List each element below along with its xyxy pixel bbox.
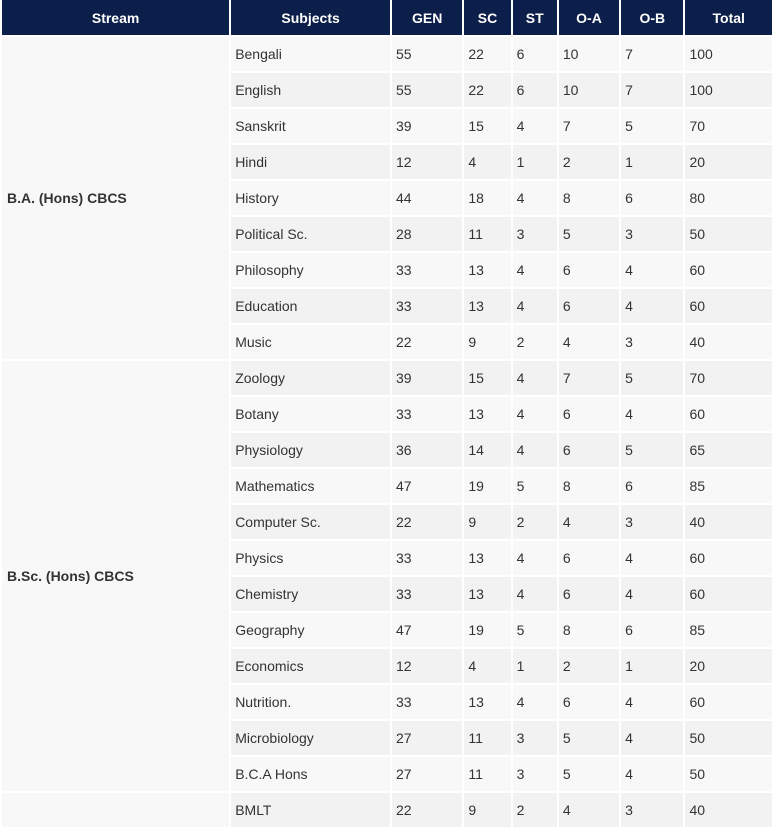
sc-cell: 11 bbox=[464, 721, 510, 755]
gen-cell: 12 bbox=[392, 145, 462, 179]
table-row bbox=[2, 793, 772, 827]
gen-cell: 33 bbox=[392, 253, 462, 287]
total-cell: 60 bbox=[685, 289, 772, 323]
total-cell: 50 bbox=[685, 721, 772, 755]
ob-cell: 4 bbox=[621, 685, 683, 719]
gen-cell: 22 bbox=[392, 793, 462, 827]
st-cell: 4 bbox=[513, 577, 557, 611]
sc-cell: 13 bbox=[464, 253, 510, 287]
sc-cell: 13 bbox=[464, 685, 510, 719]
subject-cell: Political Sc. bbox=[231, 217, 390, 251]
ob-cell: 4 bbox=[621, 757, 683, 791]
st-cell: 3 bbox=[513, 721, 557, 755]
gen-cell: 27 bbox=[392, 721, 462, 755]
header-ob: O-B bbox=[621, 0, 683, 35]
subject-cell: Nutrition. bbox=[231, 685, 390, 719]
oa-cell: 10 bbox=[559, 73, 619, 107]
gen-cell: 39 bbox=[392, 109, 462, 143]
oa-cell: 6 bbox=[559, 253, 619, 287]
gen-cell: 33 bbox=[392, 289, 462, 323]
total-cell: 85 bbox=[685, 613, 772, 647]
total-cell: 40 bbox=[685, 505, 772, 539]
ob-cell: 6 bbox=[621, 181, 683, 215]
sc-cell: 9 bbox=[464, 793, 510, 827]
subject-cell: Music bbox=[231, 325, 390, 359]
st-cell: 1 bbox=[513, 145, 557, 179]
gen-cell: 47 bbox=[392, 613, 462, 647]
st-cell: 6 bbox=[513, 73, 557, 107]
subject-cell: B.C.A Hons bbox=[231, 757, 390, 791]
sc-cell: 13 bbox=[464, 289, 510, 323]
total-cell: 65 bbox=[685, 433, 772, 467]
sc-cell: 9 bbox=[464, 325, 510, 359]
subject-cell: Zoology bbox=[231, 361, 390, 395]
total-cell: 40 bbox=[685, 793, 772, 827]
sc-cell: 22 bbox=[464, 73, 510, 107]
subject-cell: Mathematics bbox=[231, 469, 390, 503]
header-stream: Stream bbox=[2, 0, 229, 35]
oa-cell: 4 bbox=[559, 793, 619, 827]
ob-cell: 4 bbox=[621, 289, 683, 323]
total-cell: 60 bbox=[685, 577, 772, 611]
sc-cell: 13 bbox=[464, 577, 510, 611]
sc-cell: 13 bbox=[464, 397, 510, 431]
oa-cell: 6 bbox=[559, 541, 619, 575]
ob-cell: 3 bbox=[621, 325, 683, 359]
total-cell: 60 bbox=[685, 253, 772, 287]
header-row bbox=[2, 0, 772, 35]
ob-cell: 3 bbox=[621, 793, 683, 827]
ob-cell: 1 bbox=[621, 145, 683, 179]
sc-cell: 18 bbox=[464, 181, 510, 215]
sc-cell: 15 bbox=[464, 109, 510, 143]
ob-cell: 3 bbox=[621, 505, 683, 539]
total-cell: 40 bbox=[685, 325, 772, 359]
sc-cell: 4 bbox=[464, 649, 510, 683]
ob-cell: 6 bbox=[621, 469, 683, 503]
total-cell: 20 bbox=[685, 145, 772, 179]
gen-cell: 33 bbox=[392, 685, 462, 719]
oa-cell: 7 bbox=[559, 361, 619, 395]
total-cell: 80 bbox=[685, 181, 772, 215]
subject-cell: Philosophy bbox=[231, 253, 390, 287]
ob-cell: 7 bbox=[621, 37, 683, 71]
oa-cell: 10 bbox=[559, 37, 619, 71]
st-cell: 2 bbox=[513, 793, 557, 827]
table-row bbox=[2, 37, 772, 71]
ob-cell: 4 bbox=[621, 721, 683, 755]
st-cell: 5 bbox=[513, 613, 557, 647]
gen-cell: 28 bbox=[392, 217, 462, 251]
oa-cell: 5 bbox=[559, 721, 619, 755]
ob-cell: 5 bbox=[621, 109, 683, 143]
st-cell: 1 bbox=[513, 649, 557, 683]
sc-cell: 13 bbox=[464, 541, 510, 575]
ob-cell: 7 bbox=[621, 73, 683, 107]
st-cell: 4 bbox=[513, 109, 557, 143]
st-cell: 2 bbox=[513, 325, 557, 359]
total-cell: 100 bbox=[685, 73, 772, 107]
oa-cell: 6 bbox=[559, 289, 619, 323]
stream-cell: B.A. (Hons) CBCS bbox=[2, 37, 229, 359]
st-cell: 6 bbox=[513, 37, 557, 71]
st-cell: 3 bbox=[513, 217, 557, 251]
subject-cell: Bengali bbox=[231, 37, 390, 71]
header-st: ST bbox=[513, 0, 557, 35]
oa-cell: 6 bbox=[559, 685, 619, 719]
stream-cell: B.Sc. (Hons) CBCS bbox=[2, 361, 229, 791]
sc-cell: 15 bbox=[464, 361, 510, 395]
oa-cell: 8 bbox=[559, 613, 619, 647]
header-total: Total bbox=[685, 0, 772, 35]
subject-cell: Botany bbox=[231, 397, 390, 431]
ob-cell: 4 bbox=[621, 253, 683, 287]
ob-cell: 3 bbox=[621, 217, 683, 251]
subject-cell: Hindi bbox=[231, 145, 390, 179]
gen-cell: 12 bbox=[392, 649, 462, 683]
total-cell: 60 bbox=[685, 397, 772, 431]
ob-cell: 4 bbox=[621, 541, 683, 575]
oa-cell: 8 bbox=[559, 469, 619, 503]
gen-cell: 22 bbox=[392, 325, 462, 359]
gen-cell: 55 bbox=[392, 37, 462, 71]
ob-cell: 4 bbox=[621, 577, 683, 611]
subject-cell: Physics bbox=[231, 541, 390, 575]
oa-cell: 4 bbox=[559, 505, 619, 539]
st-cell: 4 bbox=[513, 685, 557, 719]
gen-cell: 44 bbox=[392, 181, 462, 215]
total-cell: 60 bbox=[685, 685, 772, 719]
sc-cell: 11 bbox=[464, 217, 510, 251]
header-sc: SC bbox=[464, 0, 510, 35]
total-cell: 100 bbox=[685, 37, 772, 71]
st-cell: 2 bbox=[513, 505, 557, 539]
ob-cell: 6 bbox=[621, 613, 683, 647]
ob-cell: 5 bbox=[621, 433, 683, 467]
sc-cell: 4 bbox=[464, 145, 510, 179]
st-cell: 4 bbox=[513, 253, 557, 287]
st-cell: 4 bbox=[513, 433, 557, 467]
sc-cell: 11 bbox=[464, 757, 510, 791]
st-cell: 4 bbox=[513, 397, 557, 431]
oa-cell: 6 bbox=[559, 577, 619, 611]
header-gen: GEN bbox=[392, 0, 462, 35]
subject-cell: History bbox=[231, 181, 390, 215]
gen-cell: 47 bbox=[392, 469, 462, 503]
total-cell: 70 bbox=[685, 109, 772, 143]
subject-cell: Geography bbox=[231, 613, 390, 647]
subject-cell: English bbox=[231, 73, 390, 107]
sc-cell: 19 bbox=[464, 469, 510, 503]
total-cell: 50 bbox=[685, 217, 772, 251]
table-row bbox=[2, 361, 772, 395]
st-cell: 4 bbox=[513, 361, 557, 395]
subject-cell: Education bbox=[231, 289, 390, 323]
st-cell: 4 bbox=[513, 541, 557, 575]
oa-cell: 7 bbox=[559, 109, 619, 143]
sc-cell: 9 bbox=[464, 505, 510, 539]
total-cell: 85 bbox=[685, 469, 772, 503]
gen-cell: 33 bbox=[392, 541, 462, 575]
subject-cell: Economics bbox=[231, 649, 390, 683]
st-cell: 4 bbox=[513, 181, 557, 215]
oa-cell: 4 bbox=[559, 325, 619, 359]
gen-cell: 36 bbox=[392, 433, 462, 467]
subject-cell: Sanskrit bbox=[231, 109, 390, 143]
st-cell: 3 bbox=[513, 757, 557, 791]
gen-cell: 55 bbox=[392, 73, 462, 107]
sc-cell: 22 bbox=[464, 37, 510, 71]
subject-cell: Computer Sc. bbox=[231, 505, 390, 539]
oa-cell: 5 bbox=[559, 217, 619, 251]
st-cell: 5 bbox=[513, 469, 557, 503]
total-cell: 20 bbox=[685, 649, 772, 683]
oa-cell: 6 bbox=[559, 397, 619, 431]
total-cell: 50 bbox=[685, 757, 772, 791]
sc-cell: 14 bbox=[464, 433, 510, 467]
ob-cell: 1 bbox=[621, 649, 683, 683]
oa-cell: 5 bbox=[559, 757, 619, 791]
header-oa: O-A bbox=[559, 0, 619, 35]
oa-cell: 2 bbox=[559, 145, 619, 179]
st-cell: 4 bbox=[513, 289, 557, 323]
gen-cell: 22 bbox=[392, 505, 462, 539]
total-cell: 70 bbox=[685, 361, 772, 395]
ob-cell: 5 bbox=[621, 361, 683, 395]
total-cell: 60 bbox=[685, 541, 772, 575]
oa-cell: 8 bbox=[559, 181, 619, 215]
oa-cell: 2 bbox=[559, 649, 619, 683]
subject-cell: BMLT bbox=[231, 793, 390, 827]
subject-cell: Microbiology bbox=[231, 721, 390, 755]
oa-cell: 6 bbox=[559, 433, 619, 467]
gen-cell: 39 bbox=[392, 361, 462, 395]
gen-cell: 27 bbox=[392, 757, 462, 791]
ob-cell: 4 bbox=[621, 397, 683, 431]
subject-cell: Physiology bbox=[231, 433, 390, 467]
stream-cell bbox=[2, 793, 229, 827]
sc-cell: 19 bbox=[464, 613, 510, 647]
subject-cell: Chemistry bbox=[231, 577, 390, 611]
gen-cell: 33 bbox=[392, 577, 462, 611]
header-subjects: Subjects bbox=[231, 0, 390, 35]
gen-cell: 33 bbox=[392, 397, 462, 431]
